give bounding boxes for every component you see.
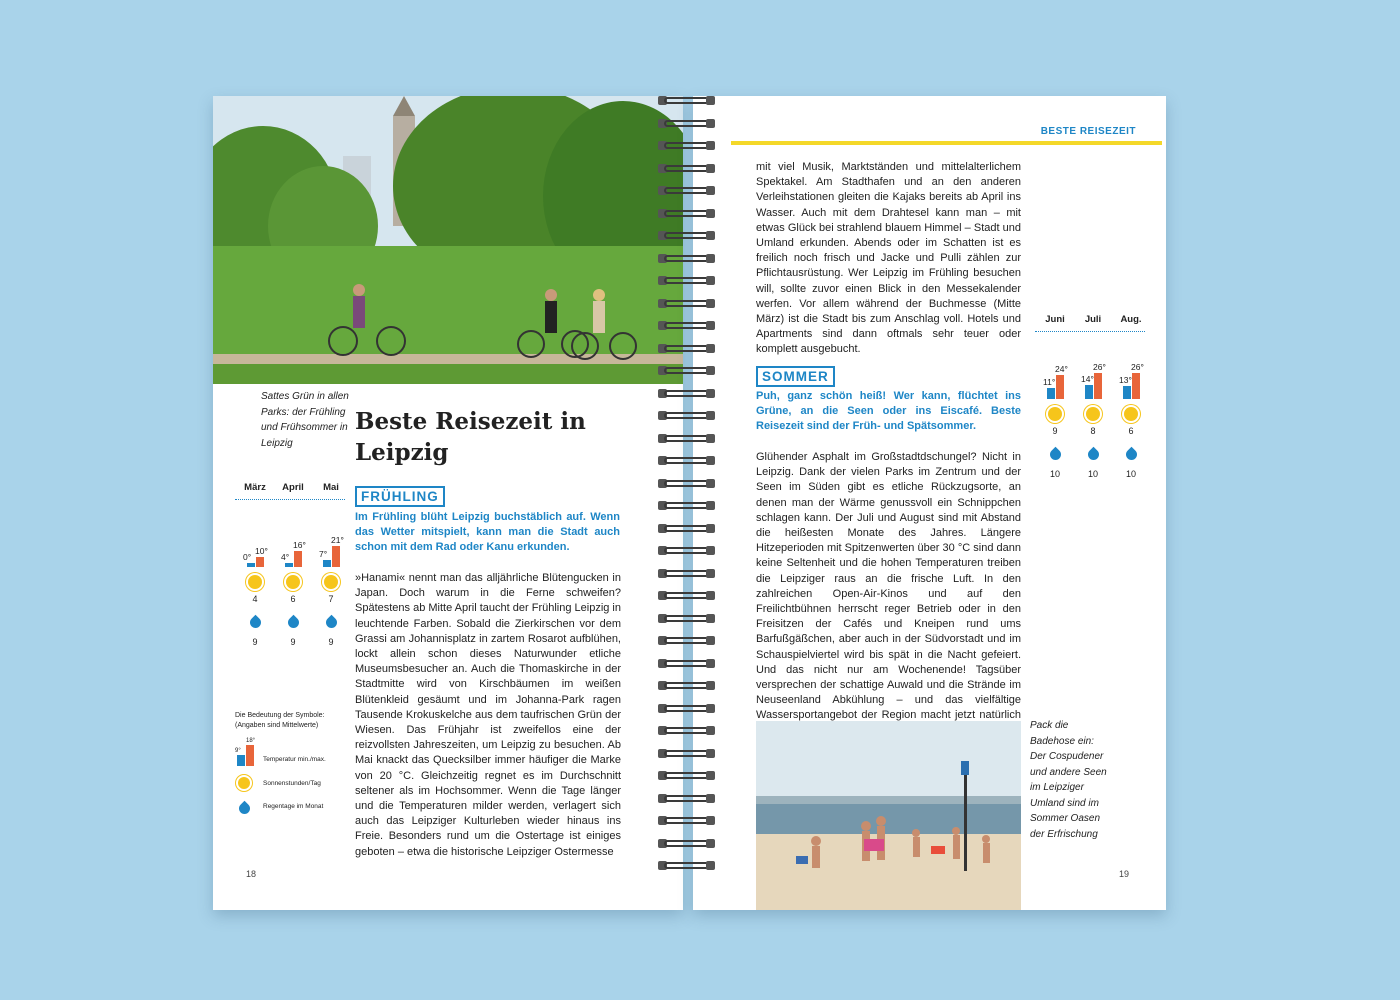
spring-body-continued: mit viel Musik, Marktständen und mittelalterlichem Spektakel. Am Stadthafen und an den anderen Verleihstationen gleiten die Kajaks bereits ab April ins Wasser. Auch mit dem Drahtesel kann man – mit etwas Glück bei strahlend blauem Himmel – Stadt und Umland erkunden. Abends oder im Schatten ist es freilich noch frisch und Jacke und Pulli zählen zur Pflichtausrüstung. Wer Leipzig im Frühling besuchen will, sollte zuvor einen Blick in den Messekalender werfen. Vor allem während der Buchmesse (Mitte März) ist die Stadt bis zum Anschlag voll. Hotels und Apartments sind dann oftmals sehr teuer oder komplett ausgebucht. (756, 161, 1021, 356)
min-temp-label: 0° (243, 552, 252, 562)
min-temp-bar (247, 563, 255, 567)
page-title: Beste Reisezeit in Leipzig (355, 408, 586, 466)
min-temp-bar (323, 560, 331, 567)
sun-icon (324, 575, 338, 589)
sun-icon (1086, 407, 1100, 421)
min-temp-label: 7° (319, 549, 328, 559)
min-temp-bar (1123, 386, 1131, 399)
spring-body-text: »Hanami« nennt man das alljährliche Blütengucken in Japan. Doch warum in die Ferne schweifen? Spätestens ab Mitte April taucht der Frühling Leipzig in leuchtende Farben. Sobald die Zierkirschen vor dem Grassi am Johannisplatz in zartem Rosarot aufblühen, lockt allein schon dieses Naturwunder etliche Museumsbesucher an. Auch die Thomaskirche in der Stadtmitte wird von Kirschbäumen im weißen Blütenkleid gesäumt und im Johanna-Park ragen Tausende Krokuskelche aus dem taufrischen Grün der Wiesen. Das Frühjahr ist zweifellos eine der reizvollsten Jahreszeiten, um Leipzig zu besuchen. Ab Mai knackt das Quecksilber immer häufiger die Marke von 20 °C. Gleichzeitig regnet es im Durchschnitt seltener als im Hochsommer. Wenn die Tage länger und die Temperaturen milder werden, verlagert sich auch das Leipziger Kulturleben wieder hinaus ins Freie. Besonders rund um die Ostertage ist einiges geboten – etwa die historische Leipziger Ostermesse (355, 572, 621, 858)
binding-ring (654, 184, 716, 196)
raindrop-icon (248, 615, 264, 631)
min-temp-bar (285, 563, 293, 567)
beach-photo-illustration (756, 721, 1021, 910)
legend-sun-label: Sonnenstunden/Tag (263, 780, 321, 787)
binding-ring (654, 657, 716, 669)
summer-lead: Puh, ganz schön heiß! Wer kann, flüchtet ins Grüne, an die Seen oder ins Eiscafé. Beste Reisezeit sind der Früh- und Spätsommer. (756, 390, 1021, 432)
binding-ring (654, 679, 716, 691)
min-temp-bar (1085, 385, 1093, 399)
sun-icon (286, 575, 300, 589)
binding-ring (654, 117, 716, 129)
max-temp-bar (1094, 373, 1102, 399)
rain-days-value: 10 (1087, 469, 1098, 479)
binding-ring (654, 544, 716, 556)
rain-days-value: 9 (252, 637, 258, 647)
season-label-summer: SOMMER (756, 366, 835, 387)
legend-sun-icon (238, 777, 250, 789)
max-temp-bar (1056, 375, 1064, 399)
binding-ring (654, 589, 716, 601)
climate-month-left_page-1: April (282, 482, 304, 493)
binding-ring (654, 567, 716, 579)
binding-ring (654, 409, 716, 421)
raindrop-icon (1086, 447, 1102, 463)
sun-hours-value: 6 (1128, 426, 1134, 436)
binding-ring (654, 297, 716, 309)
legend-min-bar (237, 755, 245, 766)
binding-ring (654, 229, 716, 241)
max-temp-label: 26° (1093, 362, 1106, 372)
min-temp-bar (1047, 388, 1055, 399)
sun-icon (248, 575, 262, 589)
binding-ring (654, 747, 716, 759)
lake-beach-photo (756, 721, 1021, 910)
beach-photo-caption: Pack die Badehose ein: Der Cospudener und andere Seen im Leipziger Umland sind im Sommer Oasen der Erfrischung (1030, 720, 1107, 840)
raindrop-icon (324, 615, 340, 631)
rain-days-value: 9 (290, 637, 296, 647)
climate-table-spring (235, 482, 345, 647)
binding-ring (654, 702, 716, 714)
rain-days-value: 10 (1049, 469, 1060, 479)
binding-ring (654, 274, 716, 286)
sun-hours-value: 4 (252, 594, 258, 604)
climate-month-left_page-2: Mai (323, 482, 339, 493)
binding-ring (654, 342, 716, 354)
min-temp-label: 11° (1043, 377, 1056, 387)
binding-ring (654, 522, 716, 534)
legend-max-value: 18° (246, 738, 256, 744)
binding-ring (654, 162, 716, 174)
sun-hours-value: 6 (290, 594, 296, 604)
binding-ring (654, 724, 716, 736)
park-photo-illustration (213, 96, 683, 384)
legend-min-value: 9° (235, 748, 241, 754)
photo-caption: Sattes Grün in allen Parks: der Frühling und Frühsommer in Leipzig (261, 391, 349, 449)
legend-rain-label: Regentage im Monat (263, 803, 324, 810)
min-temp-label: 14° (1081, 374, 1094, 384)
binding-ring (654, 387, 716, 399)
section-header: BESTE REISEZEIT (1040, 126, 1136, 137)
max-temp-label: 21° (331, 535, 344, 545)
max-temp-label: 10° (255, 546, 268, 556)
sun-hours-value: 7 (328, 594, 334, 604)
rain-days-value: 10 (1125, 469, 1136, 479)
max-temp-bar (256, 557, 264, 567)
binding-ring (654, 432, 716, 444)
max-temp-bar (332, 546, 340, 567)
binding-ring (654, 499, 716, 511)
sun-hours-value: 9 (1052, 426, 1058, 436)
page-number-left: 18 (246, 869, 257, 879)
binding-ring (654, 837, 716, 849)
binding-ring (654, 814, 716, 826)
climate-month-right_page-1: Juli (1084, 314, 1102, 325)
header-rule (731, 141, 1162, 145)
binding-ring (654, 769, 716, 781)
season-label-spring: FRÜHLING (355, 486, 445, 507)
climate-month-left_page-0: März (244, 482, 266, 493)
binding-ring (654, 94, 716, 106)
binding-ring (654, 859, 716, 871)
sun-icon (1124, 407, 1138, 421)
raindrop-icon (1124, 447, 1140, 463)
legend-rain-icon (237, 801, 253, 817)
page-number-right: 19 (1119, 869, 1130, 879)
max-temp-bar (294, 551, 302, 567)
max-temp-bar (1132, 373, 1140, 399)
raindrop-icon (1048, 447, 1064, 463)
raindrop-icon (286, 615, 302, 631)
max-temp-label: 26° (1131, 362, 1144, 372)
binding-ring (654, 792, 716, 804)
spiral-binding (654, 90, 720, 880)
binding-ring (654, 319, 716, 331)
summer-body-text: Glühender Asphalt im Großstadtdschungel? Nicht in Leipzig. Dank der vielen Parks im Zentrum und der Seen im Süden gibt es etliche Rückzugsorte, an denen man der Wärme genussvoll ein Schnippchen schlagen kann. Der Juli und August sind mit Abstand die heißesten Monate des Jahres. Längere Hitzeperioden mit Spitzenwerten über 30 °C sind dann keine Seltenheit und die hohen Temperaturen treiben die Leipziger raus an die frische Luft. In den zahlreichen Open-Air-Kinos und auf den Freilichtbühnen herrscht reger Betrieb oder in den Freisitzen der Cafés und Kneipen rund ums Barfußgäßchen, aber auch in der Südvorstadt und im Schauspielviertel wird bis spät in die Nacht gefeiert. Und das nicht nur am Wochenende! Tagsüber versprechen der schattige Auwald und die Strände im Neuseenland Abkühlung – und das vielfältige Wassersportangebot der Region macht jetzt natürlich (756, 451, 1021, 722)
binding-ring (654, 634, 716, 646)
legend-title: Die Bedeutung der Symbole: (Angaben sind Mittelwerte) (235, 712, 325, 729)
binding-ring (654, 252, 716, 264)
min-temp-label: 4° (281, 552, 290, 562)
legend-max-bar (246, 745, 254, 766)
sun-hours-value: 8 (1090, 426, 1096, 436)
binding-ring (654, 477, 716, 489)
binding-ring (654, 207, 716, 219)
binding-ring (654, 139, 716, 151)
sun-icon (1048, 407, 1062, 421)
right-page (693, 96, 1166, 910)
spring-lead: Im Frühling blüht Leipzig buchstäblich auf. Wenn das Wetter mitspielt, kann man die Stadt auch schon mit dem Rad oder Kanu erkunden. (355, 511, 620, 553)
climate-month-right_page-0: Juni (1045, 314, 1065, 325)
binding-ring (654, 612, 716, 624)
binding-ring (654, 454, 716, 466)
climate-month-right_page-2: Aug. (1120, 314, 1142, 325)
left-page (213, 96, 683, 910)
max-temp-label: 24° (1055, 364, 1068, 374)
binding-ring (654, 364, 716, 376)
rain-days-value: 9 (328, 637, 334, 647)
legend-temp-label: Temperatur min./max. (263, 756, 326, 763)
climate-table-summer (1035, 314, 1145, 479)
park-cyclists-photo (213, 96, 683, 384)
symbol-legend (235, 711, 355, 810)
min-temp-label: 13° (1119, 375, 1132, 385)
max-temp-label: 16° (293, 540, 306, 550)
